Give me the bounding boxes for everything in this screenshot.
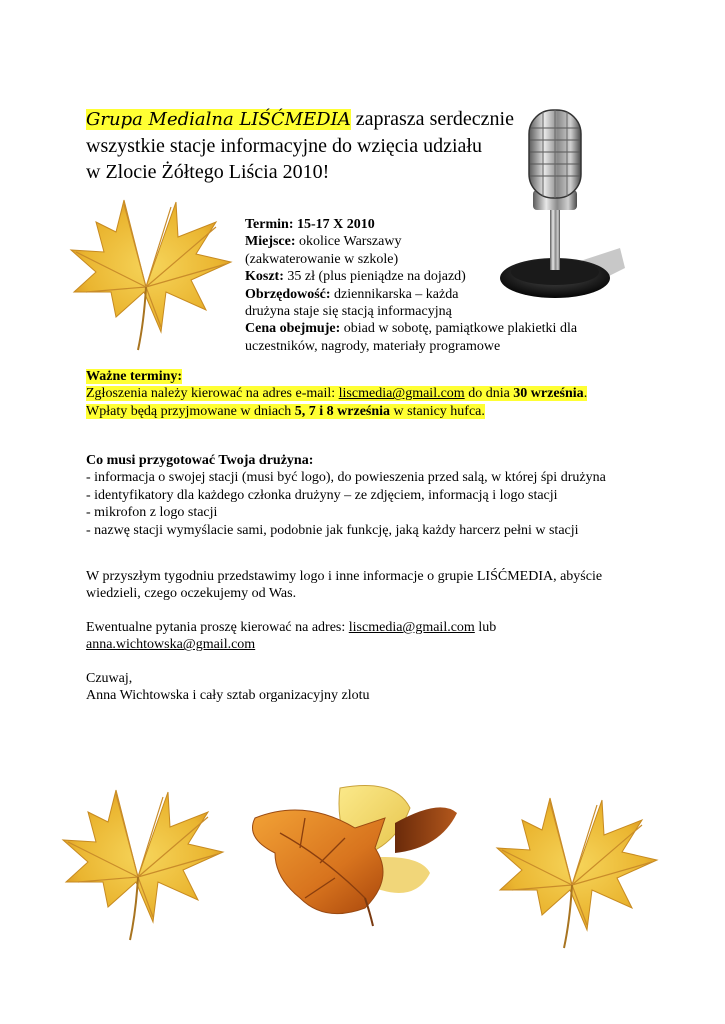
payment-text: Wpłaty będą przyjmowane w dniach [86, 403, 295, 419]
important-dates [86, 368, 646, 420]
theme-value-cont: drużyna staje się stacją informacyjną [245, 304, 452, 320]
cost-value: 35 zł (plus pieniądze na dojazd) [283, 269, 466, 285]
preparation-heading: Co musi przygotować Twoja drużyna: [86, 453, 314, 468]
place-value: okolice Warszawy [295, 234, 402, 250]
registration-text: Zgłoszenia należy kierować na adres e-mail: [86, 386, 339, 402]
maple-leaf-icon [66, 192, 236, 352]
signature: Anna Wichtowska i cały sztab organizacyjny zlotu [86, 688, 370, 704]
registration-end: . [583, 386, 588, 402]
autumn-leaves-icon [245, 778, 460, 928]
signoff [86, 670, 686, 705]
contact-text: Ewentualne pytania proszę kierować na adres: [86, 620, 349, 635]
preparation-list [86, 452, 686, 539]
invitation-title [86, 106, 514, 185]
list-item: - identyfikatory dla każdego członka drużyny – ze zdjęciem, informacją i logo stacji [86, 487, 558, 503]
place-note: (zakwaterowanie w szkole) [245, 251, 399, 267]
brand-name: Grupa Medialna LIŚĆMEDIA [86, 109, 351, 130]
next-week-line2: wiedzieli, czego oczekujemy od Was. [86, 586, 297, 602]
maple-leaf-icon [58, 782, 228, 942]
dates-heading: Ważne terminy: [86, 369, 183, 384]
maple-leaf-icon [492, 790, 662, 950]
registration-email-link[interactable]: liscmedia@gmail.com [338, 386, 465, 402]
title-line3: w Zlocie Żółtego Liścia 2010! [86, 161, 330, 183]
cost-label: Koszt: [245, 269, 284, 285]
list-item: - nazwę stacji wymyślacie sami, podobnie jak funkcję, jaką każdy harcerz pełni w stacji [86, 522, 579, 538]
price-includes-label: Cena obejmuje: [245, 321, 341, 337]
title-line2: wszystkie stacje informacyjne do wzięcia udziału [86, 135, 482, 157]
price-includes-value: obiad w sobotę, pamiątkowe plakietki dla [340, 321, 578, 337]
payment-end: w stanicy hufca. [390, 403, 485, 419]
theme-value: dziennikarska – każda [330, 286, 459, 302]
contact-or: lub [474, 620, 497, 635]
registration-mid: do dnia [464, 386, 514, 402]
list-item: - informacja o swojej stacji (musi być logo), do powieszenia przed salą, w której śpi drużyna [86, 470, 606, 486]
title-line1-rest: zaprasza serdecznie [350, 108, 514, 130]
payment-days: 5, 7 i 8 września [294, 403, 391, 419]
event-date: Termin: 15-17 X 2010 [245, 217, 375, 232]
contact-email-link-2[interactable]: anna.wichtowska@gmail.com [86, 637, 256, 653]
event-details [245, 216, 645, 355]
next-week-line1: W przyszłym tygodniu przedstawimy logo i inne informacje o grupie LIŚĆMEDIA, abyście [86, 569, 603, 584]
contact-paragraph [86, 619, 686, 654]
next-week-paragraph [86, 568, 686, 603]
price-includes-cont: uczestników, nagrody, materiały programowe [245, 338, 501, 354]
registration-deadline: 30 września [513, 386, 584, 402]
place-label: Miejsce: [245, 234, 296, 250]
greeting: Czuwaj, [86, 671, 133, 686]
list-item: - mikrofon z logo stacji [86, 505, 218, 521]
contact-email-link[interactable]: liscmedia@gmail.com [348, 620, 475, 635]
theme-label: Obrzędowość: [245, 286, 331, 302]
